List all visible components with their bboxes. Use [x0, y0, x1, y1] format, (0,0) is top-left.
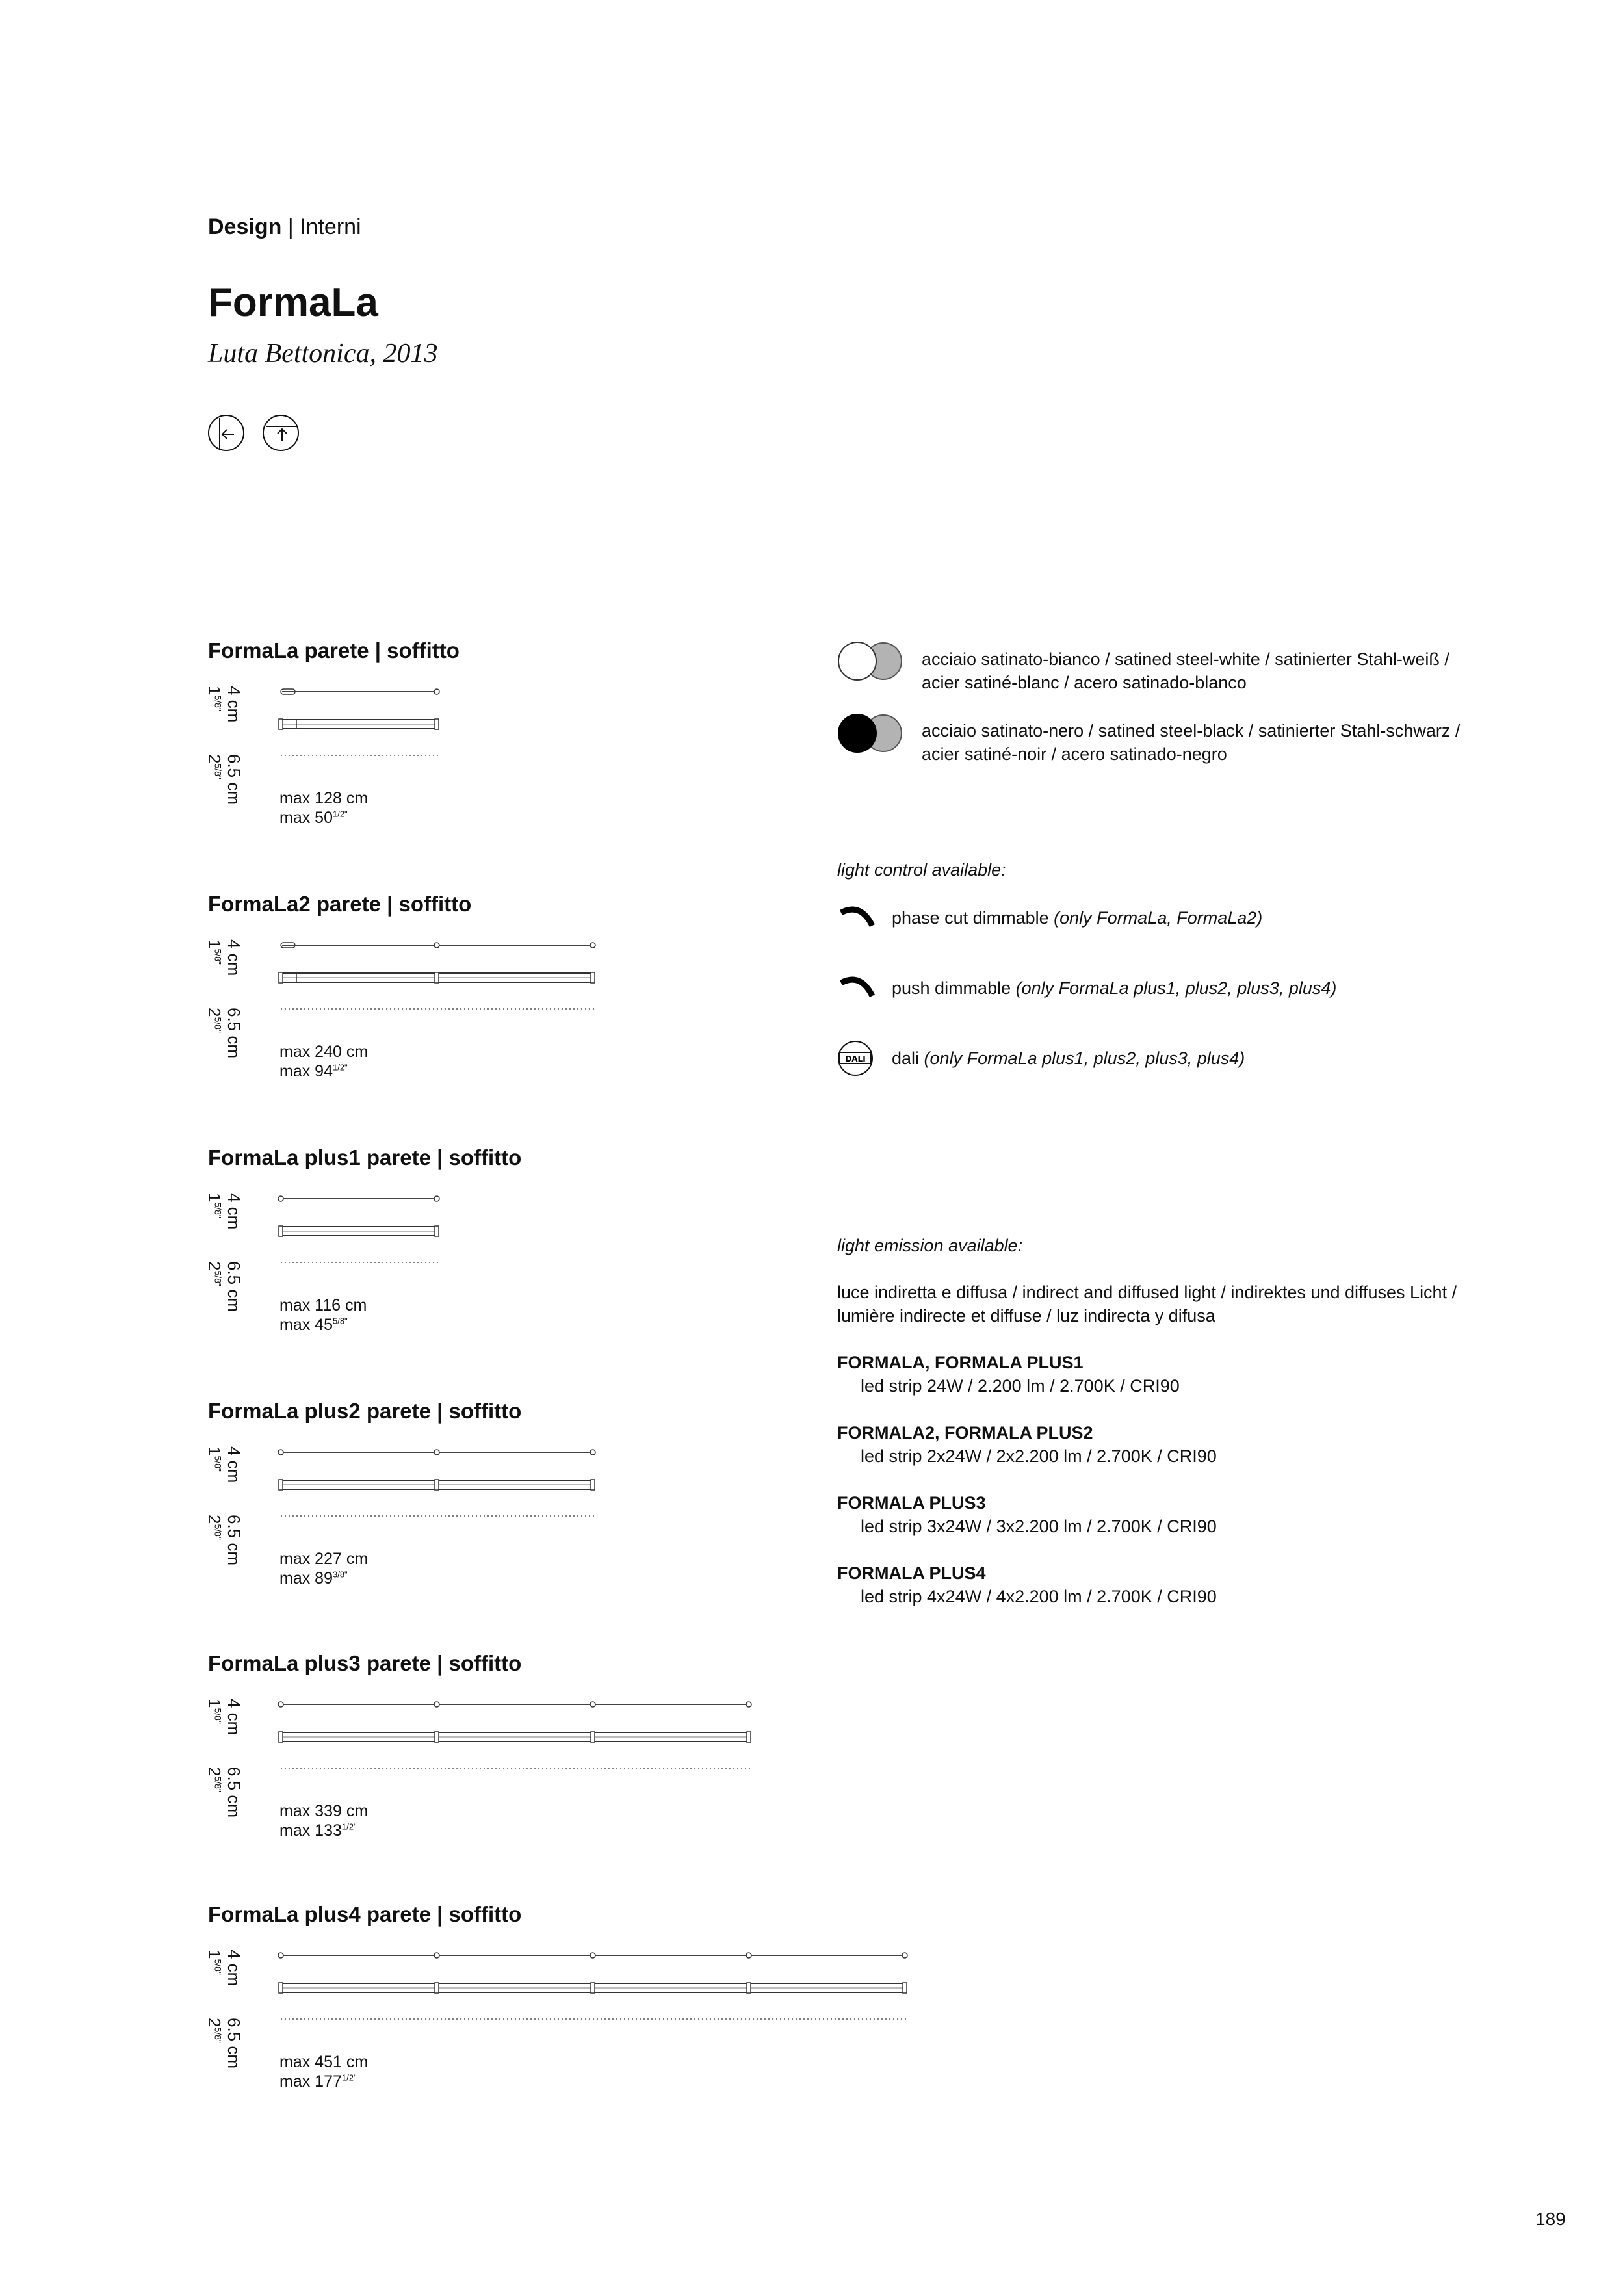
- finish-black-swatch: [837, 712, 908, 757]
- max-in-frac: 1/2": [332, 809, 348, 819]
- finish-white-swatch: [837, 640, 908, 685]
- profile-joint: [279, 1226, 283, 1236]
- max-length-in: [279, 1569, 348, 1588]
- max-in-whole: max 45: [279, 1316, 333, 1334]
- light-control-heading: light control available:: [837, 860, 1006, 880]
- thin-height-cm: 4 cm: [224, 686, 244, 723]
- profile-joint: [435, 1226, 439, 1236]
- push-dimmable-icon: [837, 972, 876, 1002]
- thick-in-whole: 2: [205, 1767, 224, 1777]
- swatch-front-black: [838, 714, 876, 752]
- joint-node: [434, 1953, 439, 1958]
- finish-white-line1: acciaio satinato-bianco / satined steel-white / satinierter Stahl-weiß /: [922, 649, 1449, 669]
- push-dimmable-note: (only FormaLa plus1, plus2, plus3, plus4): [1015, 978, 1337, 998]
- finish-white-line2: acier satiné-blanc / acero satinado-blanco: [922, 673, 1247, 692]
- thick-height-cm: 6.5 cm: [224, 1515, 244, 1566]
- spec-block: [837, 1491, 1217, 1538]
- joint-node: [434, 1702, 439, 1707]
- page-title: FormaLa: [208, 280, 378, 325]
- spec-name: FORMALA, FORMALA PLUS1: [837, 1353, 1084, 1372]
- spec-block: [837, 1351, 1180, 1398]
- push-dimmable-label: push dimmable: [892, 978, 1011, 998]
- dali-row: [892, 1047, 1245, 1070]
- thin-in-whole: 1: [205, 1699, 224, 1708]
- max-length-cm: max 240 cm: [279, 1043, 369, 1061]
- thin-height-cm: 4 cm: [224, 1950, 244, 1987]
- profile-joint: [279, 1983, 283, 1993]
- profile-joint: [747, 1983, 751, 1993]
- profile-joint: [435, 972, 439, 983]
- thick-in-frac: 5/8": [213, 1524, 224, 1540]
- thick-in-whole: 2: [205, 754, 224, 764]
- max-in-whole: max 94: [279, 1062, 333, 1080]
- thin-height-cm: 4 cm: [224, 939, 244, 976]
- dali-note: (only FormaLa plus1, plus2, plus3, plus4): [924, 1049, 1245, 1068]
- max-length-cm: max 339 cm: [279, 1802, 369, 1820]
- thick-height-in: [204, 2018, 224, 2043]
- thick-height-in: [204, 1515, 224, 1540]
- finish-black-text: [922, 719, 1460, 766]
- product-drawing: [273, 1145, 445, 1275]
- profile-joint: [279, 1732, 283, 1742]
- thin-in-frac: 5/8": [213, 1202, 224, 1218]
- spec-name: FORMALA PLUS3: [837, 1493, 986, 1513]
- joint-node: [746, 1953, 751, 1958]
- profile-joint: [591, 972, 595, 983]
- product-drawing: [273, 638, 445, 768]
- finish-white-text: [922, 647, 1449, 694]
- thin-height-cm: 4 cm: [224, 1193, 244, 1230]
- max-length-in: [279, 809, 348, 828]
- profile-joint: [435, 1732, 439, 1742]
- dali-icon-text: DALI: [845, 1054, 866, 1063]
- finish-black-line2: acier satiné-noir / acero satinado-negro: [922, 744, 1227, 764]
- joint-node: [434, 1450, 439, 1455]
- product-title: FormaLa plus3 parete | soffitto: [208, 1651, 522, 1675]
- max-length-cm: max 451 cm: [279, 2053, 369, 2071]
- max-in-frac: 1/2": [332, 1062, 348, 1073]
- phase-cut-dimmable-icon: [837, 902, 876, 932]
- max-in-frac: 3/8": [332, 1569, 348, 1580]
- spec-block: [837, 1561, 1217, 1608]
- joint-node: [278, 1450, 283, 1455]
- product-drawing: [273, 1902, 913, 2032]
- profile-joint: [435, 1480, 439, 1490]
- thin-in-whole: 1: [205, 686, 224, 696]
- max-length-in: [279, 1821, 357, 1840]
- joint-node: [278, 1702, 283, 1707]
- thin-in-whole: 1: [205, 1446, 224, 1456]
- thin-in-frac: 5/8": [213, 1455, 224, 1472]
- joint-node: [278, 1953, 283, 1958]
- spec-name: FORMALA2, FORMALA PLUS2: [837, 1423, 1093, 1442]
- phase-cut-label: phase cut dimmable: [892, 908, 1049, 928]
- profile-joint: [279, 719, 283, 729]
- product-drawing: [273, 1399, 601, 1529]
- thick-in-whole: 2: [205, 1515, 224, 1524]
- max-length-in: [279, 1316, 348, 1335]
- category-separator: |: [287, 215, 294, 239]
- thick-height-cm: 6.5 cm: [224, 1767, 244, 1818]
- thick-in-frac: 5/8": [213, 2027, 224, 2043]
- spec-value: led strip 4x24W / 4x2.200 lm / 2.700K / CRI90: [861, 1587, 1217, 1606]
- finish-black-line1: acciaio satinato-nero / satined steel-black / satinierter Stahl-schwarz /: [922, 721, 1461, 740]
- max-in-frac: 1/2": [341, 2072, 357, 2083]
- thin-height-in: [204, 686, 224, 711]
- max-in-whole: max 177: [279, 2072, 342, 2091]
- profile-joint: [591, 1732, 595, 1742]
- dali-icon: [837, 1040, 876, 1080]
- thick-height-in: [204, 1767, 224, 1792]
- product-title: FormaLa parete | soffitto: [208, 638, 460, 662]
- thin-height-in: [204, 1193, 224, 1218]
- profile-joint: [279, 1480, 283, 1490]
- category-design: Design: [208, 215, 282, 239]
- phase-cut-dimmable-row: [892, 906, 1262, 930]
- thin-height-in: [204, 1699, 224, 1724]
- thin-height-cm: 4 cm: [224, 1699, 244, 1736]
- spec-name: FORMALA PLUS4: [837, 1563, 986, 1583]
- thick-height-cm: 6.5 cm: [224, 754, 244, 805]
- dali-label: dali: [892, 1049, 920, 1068]
- push-dimmable-row: [892, 976, 1336, 1000]
- category-header: [208, 215, 361, 240]
- max-in-whole: max 133: [279, 1821, 342, 1840]
- arrow-up-icon: [264, 416, 300, 452]
- thin-in-frac: 5/8": [213, 695, 224, 711]
- joint-node: [278, 1196, 283, 1201]
- max-length-in: [279, 2072, 357, 2091]
- designer-subtitle: Luta Bettonica, 2013: [208, 339, 438, 369]
- thick-in-frac: 5/8": [213, 1776, 224, 1792]
- spec-value: led strip 24W / 2.200 lm / 2.700K / CRI90: [861, 1376, 1180, 1396]
- thick-in-frac: 5/8": [213, 1270, 224, 1286]
- thick-in-whole: 2: [205, 1261, 224, 1271]
- max-length-in: [279, 1062, 348, 1081]
- max-in-frac: 1/2": [341, 1821, 357, 1832]
- profile-joint: [435, 719, 439, 729]
- thick-height-cm: 6.5 cm: [224, 1008, 244, 1059]
- max-length-cm: max 116 cm: [279, 1296, 367, 1314]
- thin-in-frac: 5/8": [213, 1959, 224, 1975]
- up-button[interactable]: [263, 415, 299, 451]
- max-length-cm: max 128 cm: [279, 789, 369, 807]
- category-interni: Interni: [300, 215, 361, 239]
- joint-node: [746, 1702, 751, 1707]
- thick-height-in: [204, 1261, 224, 1286]
- joint-node: [590, 943, 595, 948]
- thick-in-frac: 5/8": [213, 763, 224, 779]
- profile-joint: [903, 1983, 907, 1993]
- max-length-cm: max 227 cm: [279, 1550, 369, 1568]
- thin-in-whole: 1: [205, 1193, 224, 1203]
- thick-height-in: [204, 1008, 224, 1033]
- thin-height-in: [204, 939, 224, 965]
- back-button[interactable]: [208, 415, 244, 451]
- profile-joint: [747, 1732, 751, 1742]
- product-title: FormaLa plus4 parete | soffitto: [208, 1902, 522, 1926]
- thin-height-cm: 4 cm: [224, 1446, 244, 1483]
- max-in-frac: 5/8": [332, 1316, 348, 1326]
- product-drawing: [273, 1651, 757, 1781]
- light-emission-heading: light emission available:: [837, 1236, 1023, 1255]
- light-emission-description: [837, 1281, 1457, 1327]
- thick-height-in: [204, 754, 224, 779]
- profile-joint: [279, 972, 283, 983]
- thin-in-whole: 1: [205, 1950, 224, 1959]
- thin-height-in: [204, 1446, 224, 1472]
- profile-joint: [435, 1983, 439, 1993]
- thick-in-frac: 5/8": [213, 1017, 224, 1033]
- spec-block: [837, 1421, 1217, 1468]
- thick-height-cm: 6.5 cm: [224, 2018, 244, 2069]
- arrow-left-icon: [209, 416, 246, 452]
- joint-node: [434, 943, 439, 948]
- joint-node: [590, 1953, 595, 1958]
- light-emission-line2: lumière indirecte et diffuse / luz indirecta y difusa: [837, 1306, 1215, 1325]
- profile-joint: [591, 1983, 595, 1993]
- product-title: FormaLa plus1 parete | soffitto: [208, 1145, 522, 1169]
- joint-node: [590, 1702, 595, 1707]
- joint-node: [434, 689, 439, 694]
- thin-in-whole: 1: [205, 939, 224, 949]
- thick-in-whole: 2: [205, 1008, 224, 1017]
- product-drawing: [273, 892, 601, 1022]
- spec-value: led strip 2x24W / 2x2.200 lm / 2.700K / CRI90: [861, 1446, 1217, 1466]
- profile-joint: [591, 1480, 595, 1490]
- joint-node: [434, 1196, 439, 1201]
- thick-in-whole: 2: [205, 2018, 224, 2028]
- thick-height-cm: 6.5 cm: [224, 1261, 244, 1312]
- max-in-whole: max 89: [279, 1569, 333, 1587]
- joint-node: [590, 1450, 595, 1455]
- page-number: 189: [1535, 2209, 1566, 2229]
- swatch-front-white: [838, 642, 876, 680]
- phase-cut-note: (only FormaLa, FormaLa2): [1054, 908, 1263, 928]
- product-title: FormaLa plus2 parete | soffitto: [208, 1399, 522, 1423]
- joint-node: [902, 1953, 907, 1958]
- product-title: FormaLa2 parete | soffitto: [208, 892, 472, 916]
- thin-in-frac: 5/8": [213, 948, 224, 965]
- thin-in-frac: 5/8": [213, 1708, 224, 1724]
- max-in-whole: max 50: [279, 809, 333, 827]
- thin-height-in: [204, 1950, 224, 1975]
- spec-value: led strip 3x24W / 3x2.200 lm / 2.700K / CRI90: [861, 1517, 1217, 1536]
- light-emission-line1: luce indiretta e diffusa / indirect and diffused light / indirektes und diffuses Licht /: [837, 1283, 1457, 1302]
